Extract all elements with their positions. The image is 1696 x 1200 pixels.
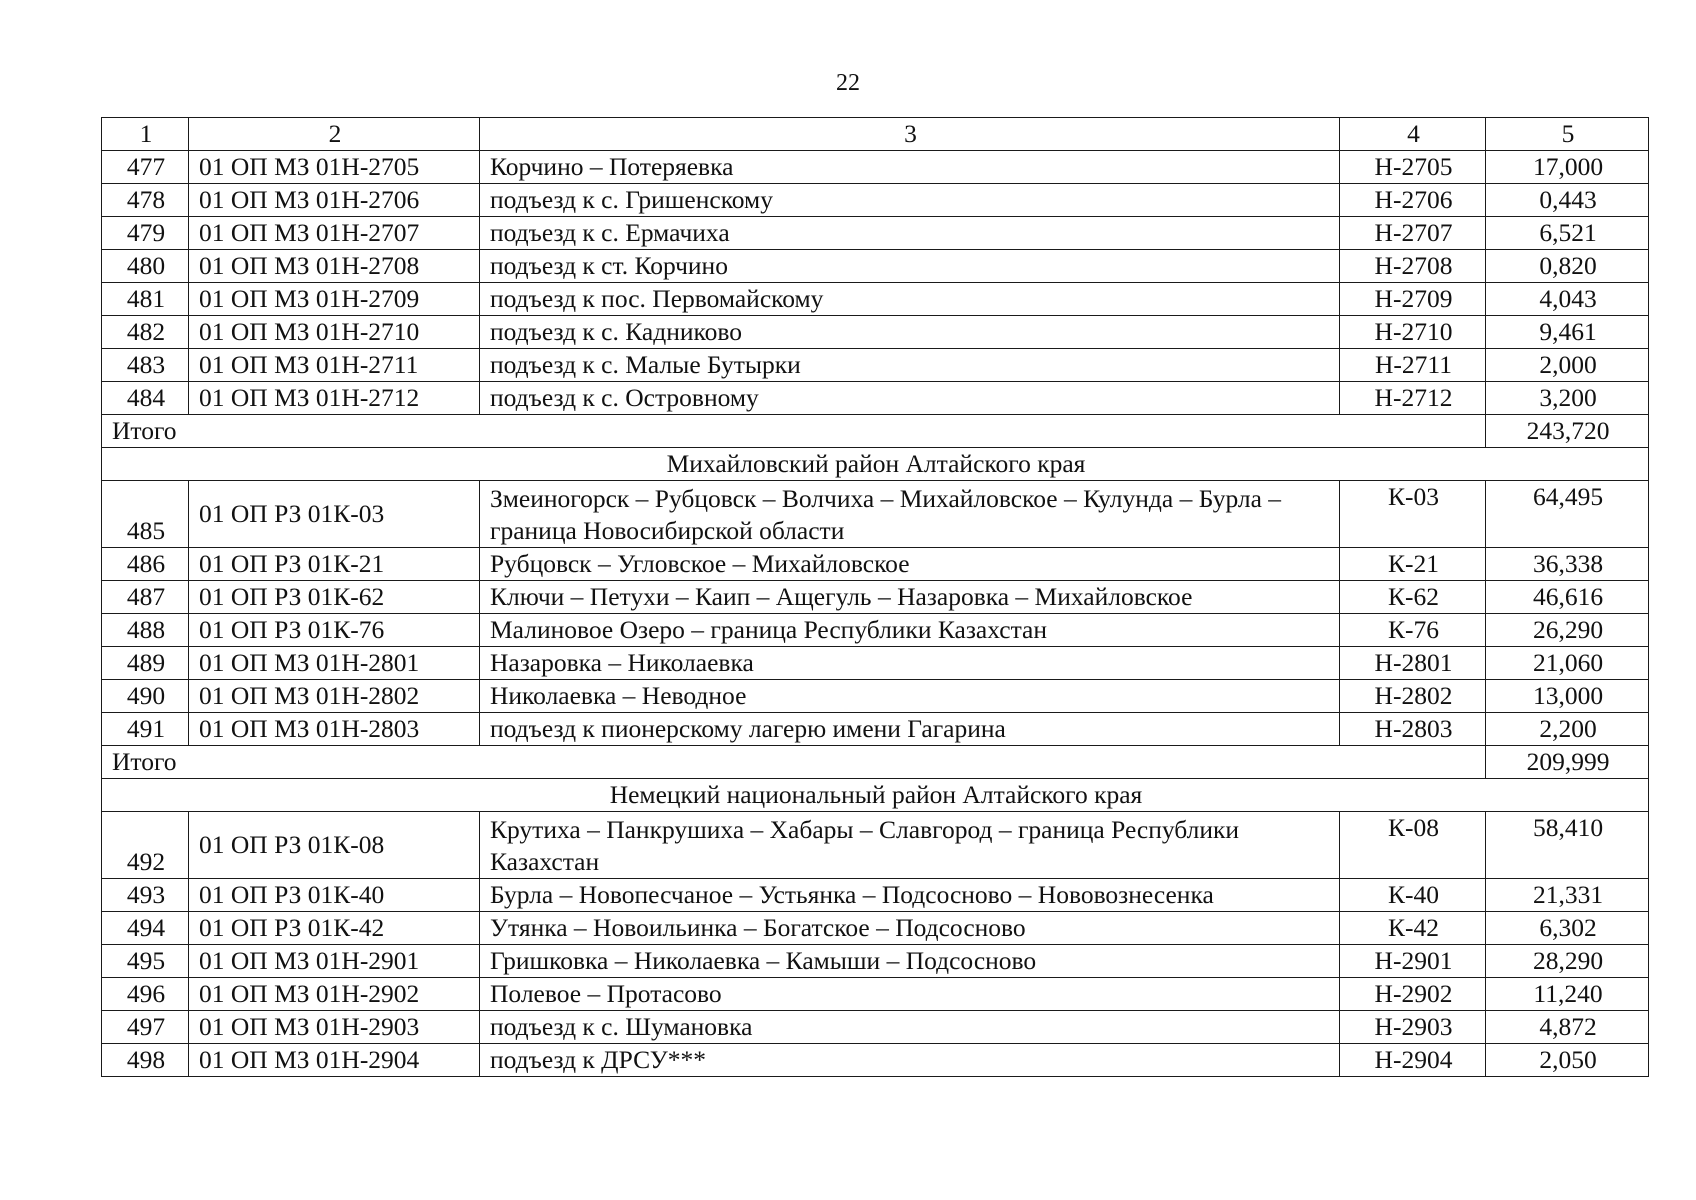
- road-code: 01 ОП РЗ 01К-08: [189, 812, 480, 879]
- row-number: 487: [102, 581, 189, 614]
- road-index: Н-2712: [1340, 382, 1486, 415]
- table-row: [102, 912, 1649, 945]
- table-row: [102, 548, 1649, 581]
- road-index: Н-2710: [1340, 316, 1486, 349]
- road-index: Н-2901: [1340, 945, 1486, 978]
- road-code: 01 ОП МЗ 01Н-2710: [189, 316, 480, 349]
- row-number: 485: [102, 481, 189, 548]
- table-row: [102, 217, 1649, 250]
- district-header-row: [102, 779, 1649, 812]
- table-row: [102, 151, 1649, 184]
- road-index: К-62: [1340, 581, 1486, 614]
- row-number: 480: [102, 250, 189, 283]
- road-index: К-42: [1340, 912, 1486, 945]
- road-length: 17,000: [1486, 151, 1649, 184]
- road-index: Н-2803: [1340, 713, 1486, 746]
- district-name: Немецкий национальный район Алтайского края: [102, 779, 1649, 812]
- road-index: Н-2709: [1340, 283, 1486, 316]
- roads-table: [101, 117, 1649, 1077]
- table-row: [102, 680, 1649, 713]
- road-length: 21,331: [1486, 879, 1649, 912]
- row-number: 479: [102, 217, 189, 250]
- row-number: 488: [102, 614, 189, 647]
- road-length: 6,302: [1486, 912, 1649, 945]
- road-length: 36,338: [1486, 548, 1649, 581]
- road-length: 13,000: [1486, 680, 1649, 713]
- row-number: 484: [102, 382, 189, 415]
- road-name: подъезд к с. Островному: [480, 382, 1340, 415]
- road-index: Н-2707: [1340, 217, 1486, 250]
- road-code: 01 ОП РЗ 01К-40: [189, 879, 480, 912]
- road-index: К-08: [1340, 812, 1486, 879]
- table-row: [102, 1044, 1649, 1077]
- road-index: К-76: [1340, 614, 1486, 647]
- road-length: 9,461: [1486, 316, 1649, 349]
- road-index: К-21: [1340, 548, 1486, 581]
- road-length: 4,872: [1486, 1011, 1649, 1044]
- table-body: [102, 151, 1649, 1077]
- road-length: 58,410: [1486, 812, 1649, 879]
- road-index: Н-2711: [1340, 349, 1486, 382]
- road-length: 6,521: [1486, 217, 1649, 250]
- road-index: Н-2801: [1340, 647, 1486, 680]
- table-row: [102, 349, 1649, 382]
- road-code: 01 ОП РЗ 01К-62: [189, 581, 480, 614]
- row-number: 496: [102, 978, 189, 1011]
- road-index: Н-2902: [1340, 978, 1486, 1011]
- row-number: 493: [102, 879, 189, 912]
- road-code: 01 ОП МЗ 01Н-2803: [189, 713, 480, 746]
- road-index: Н-2903: [1340, 1011, 1486, 1044]
- table-row: [102, 713, 1649, 746]
- road-name: подъезд к с. Малые Бутырки: [480, 349, 1340, 382]
- road-name: Змеиногорск – Рубцовск – Волчиха – Михайловское – Кулунда – Бурла – граница Новосибирской области: [480, 481, 1340, 548]
- column-header: 3: [480, 118, 1340, 151]
- table-row: [102, 184, 1649, 217]
- table-row: [102, 1011, 1649, 1044]
- row-number: 486: [102, 548, 189, 581]
- road-code: 01 ОП МЗ 01Н-2712: [189, 382, 480, 415]
- road-length: 2,200: [1486, 713, 1649, 746]
- row-number: 491: [102, 713, 189, 746]
- road-code: 01 ОП МЗ 01Н-2709: [189, 283, 480, 316]
- road-length: 28,290: [1486, 945, 1649, 978]
- road-length: 11,240: [1486, 978, 1649, 1011]
- road-code: 01 ОП МЗ 01Н-2802: [189, 680, 480, 713]
- road-length: 2,050: [1486, 1044, 1649, 1077]
- road-code: 01 ОП РЗ 01К-76: [189, 614, 480, 647]
- road-length: 4,043: [1486, 283, 1649, 316]
- road-name: подъезд к с. Ермачиха: [480, 217, 1340, 250]
- road-name: Крутиха – Панкрушиха – Хабары – Славгород – граница Республики Казахстан: [480, 812, 1340, 879]
- road-code: 01 ОП МЗ 01Н-2705: [189, 151, 480, 184]
- table-row: [102, 879, 1649, 912]
- road-name: Назаровка – Николаевка: [480, 647, 1340, 680]
- road-code: 01 ОП МЗ 01Н-2901: [189, 945, 480, 978]
- page-number: 22: [836, 70, 860, 96]
- road-code: 01 ОП РЗ 01К-03: [189, 481, 480, 548]
- road-code: 01 ОП МЗ 01Н-2706: [189, 184, 480, 217]
- road-code: 01 ОП МЗ 01Н-2711: [189, 349, 480, 382]
- row-number: 497: [102, 1011, 189, 1044]
- road-code: 01 ОП МЗ 01Н-2904: [189, 1044, 480, 1077]
- total-value: 209,999: [1486, 746, 1649, 779]
- road-index: Н-2706: [1340, 184, 1486, 217]
- column-header: 5: [1486, 118, 1649, 151]
- table-row: [102, 614, 1649, 647]
- road-length: 0,443: [1486, 184, 1649, 217]
- district-name: Михайловский район Алтайского края: [102, 448, 1649, 481]
- road-length: 3,200: [1486, 382, 1649, 415]
- total-row: [102, 746, 1649, 779]
- road-name: Утянка – Новоильинка – Богатское – Подсосново: [480, 912, 1340, 945]
- column-header: 1: [102, 118, 189, 151]
- row-number: 489: [102, 647, 189, 680]
- total-label: Итого: [102, 746, 1486, 779]
- road-code: 01 ОП МЗ 01Н-2903: [189, 1011, 480, 1044]
- table-row: [102, 250, 1649, 283]
- road-name: подъезд к ДРСУ***: [480, 1044, 1340, 1077]
- row-number: 490: [102, 680, 189, 713]
- row-number: 495: [102, 945, 189, 978]
- row-number: 477: [102, 151, 189, 184]
- road-code: 01 ОП МЗ 01Н-2902: [189, 978, 480, 1011]
- road-length: 0,820: [1486, 250, 1649, 283]
- road-name: Николаевка – Неводное: [480, 680, 1340, 713]
- road-length: 26,290: [1486, 614, 1649, 647]
- table-row: [102, 283, 1649, 316]
- table-row: [102, 978, 1649, 1011]
- total-row: [102, 415, 1649, 448]
- row-number: 478: [102, 184, 189, 217]
- column-header: 2: [189, 118, 480, 151]
- road-name: Гришковка – Николаевка – Камыши – Подсосново: [480, 945, 1340, 978]
- road-name: Малиновое Озеро – граница Республики Казахстан: [480, 614, 1340, 647]
- road-length: 46,616: [1486, 581, 1649, 614]
- road-code: 01 ОП МЗ 01Н-2707: [189, 217, 480, 250]
- road-name: Бурла – Новопесчаное – Устьянка – Подсосново – Нововознесенка: [480, 879, 1340, 912]
- road-length: 64,495: [1486, 481, 1649, 548]
- road-index: К-40: [1340, 879, 1486, 912]
- road-name: подъезд к ст. Корчино: [480, 250, 1340, 283]
- road-code: 01 ОП МЗ 01Н-2708: [189, 250, 480, 283]
- table-row: [102, 945, 1649, 978]
- row-number: 482: [102, 316, 189, 349]
- table-row: [102, 316, 1649, 349]
- road-name: подъезд к с. Кадниково: [480, 316, 1340, 349]
- table-header-row: [102, 118, 1649, 151]
- road-code: 01 ОП РЗ 01К-21: [189, 548, 480, 581]
- row-number: 498: [102, 1044, 189, 1077]
- road-index: Н-2708: [1340, 250, 1486, 283]
- table-row: [102, 647, 1649, 680]
- road-name: подъезд к с. Шумановка: [480, 1011, 1340, 1044]
- total-value: 243,720: [1486, 415, 1649, 448]
- road-name: подъезд к пос. Первомайскому: [480, 283, 1340, 316]
- road-index: Н-2802: [1340, 680, 1486, 713]
- road-code: 01 ОП РЗ 01К-42: [189, 912, 480, 945]
- road-name: Ключи – Петухи – Каип – Ащегуль – Назаровка – Михайловское: [480, 581, 1340, 614]
- road-name: Полевое – Протасово: [480, 978, 1340, 1011]
- road-length: 21,060: [1486, 647, 1649, 680]
- row-number: 494: [102, 912, 189, 945]
- road-index: Н-2904: [1340, 1044, 1486, 1077]
- road-name: подъезд к пионерскому лагерю имени Гагарина: [480, 713, 1340, 746]
- table-row: [102, 481, 1649, 548]
- road-length: 2,000: [1486, 349, 1649, 382]
- row-number: 483: [102, 349, 189, 382]
- row-number: 481: [102, 283, 189, 316]
- road-name: подъезд к с. Гришенскому: [480, 184, 1340, 217]
- road-index: К-03: [1340, 481, 1486, 548]
- row-number: 492: [102, 812, 189, 879]
- district-header-row: [102, 448, 1649, 481]
- road-index: Н-2705: [1340, 151, 1486, 184]
- road-name: Корчино – Потеряевка: [480, 151, 1340, 184]
- road-code: 01 ОП МЗ 01Н-2801: [189, 647, 480, 680]
- road-name: Рубцовск – Угловское – Михайловское: [480, 548, 1340, 581]
- table-row: [102, 581, 1649, 614]
- total-label: Итого: [102, 415, 1486, 448]
- column-header: 4: [1340, 118, 1486, 151]
- table-row: [102, 382, 1649, 415]
- table-row: [102, 812, 1649, 879]
